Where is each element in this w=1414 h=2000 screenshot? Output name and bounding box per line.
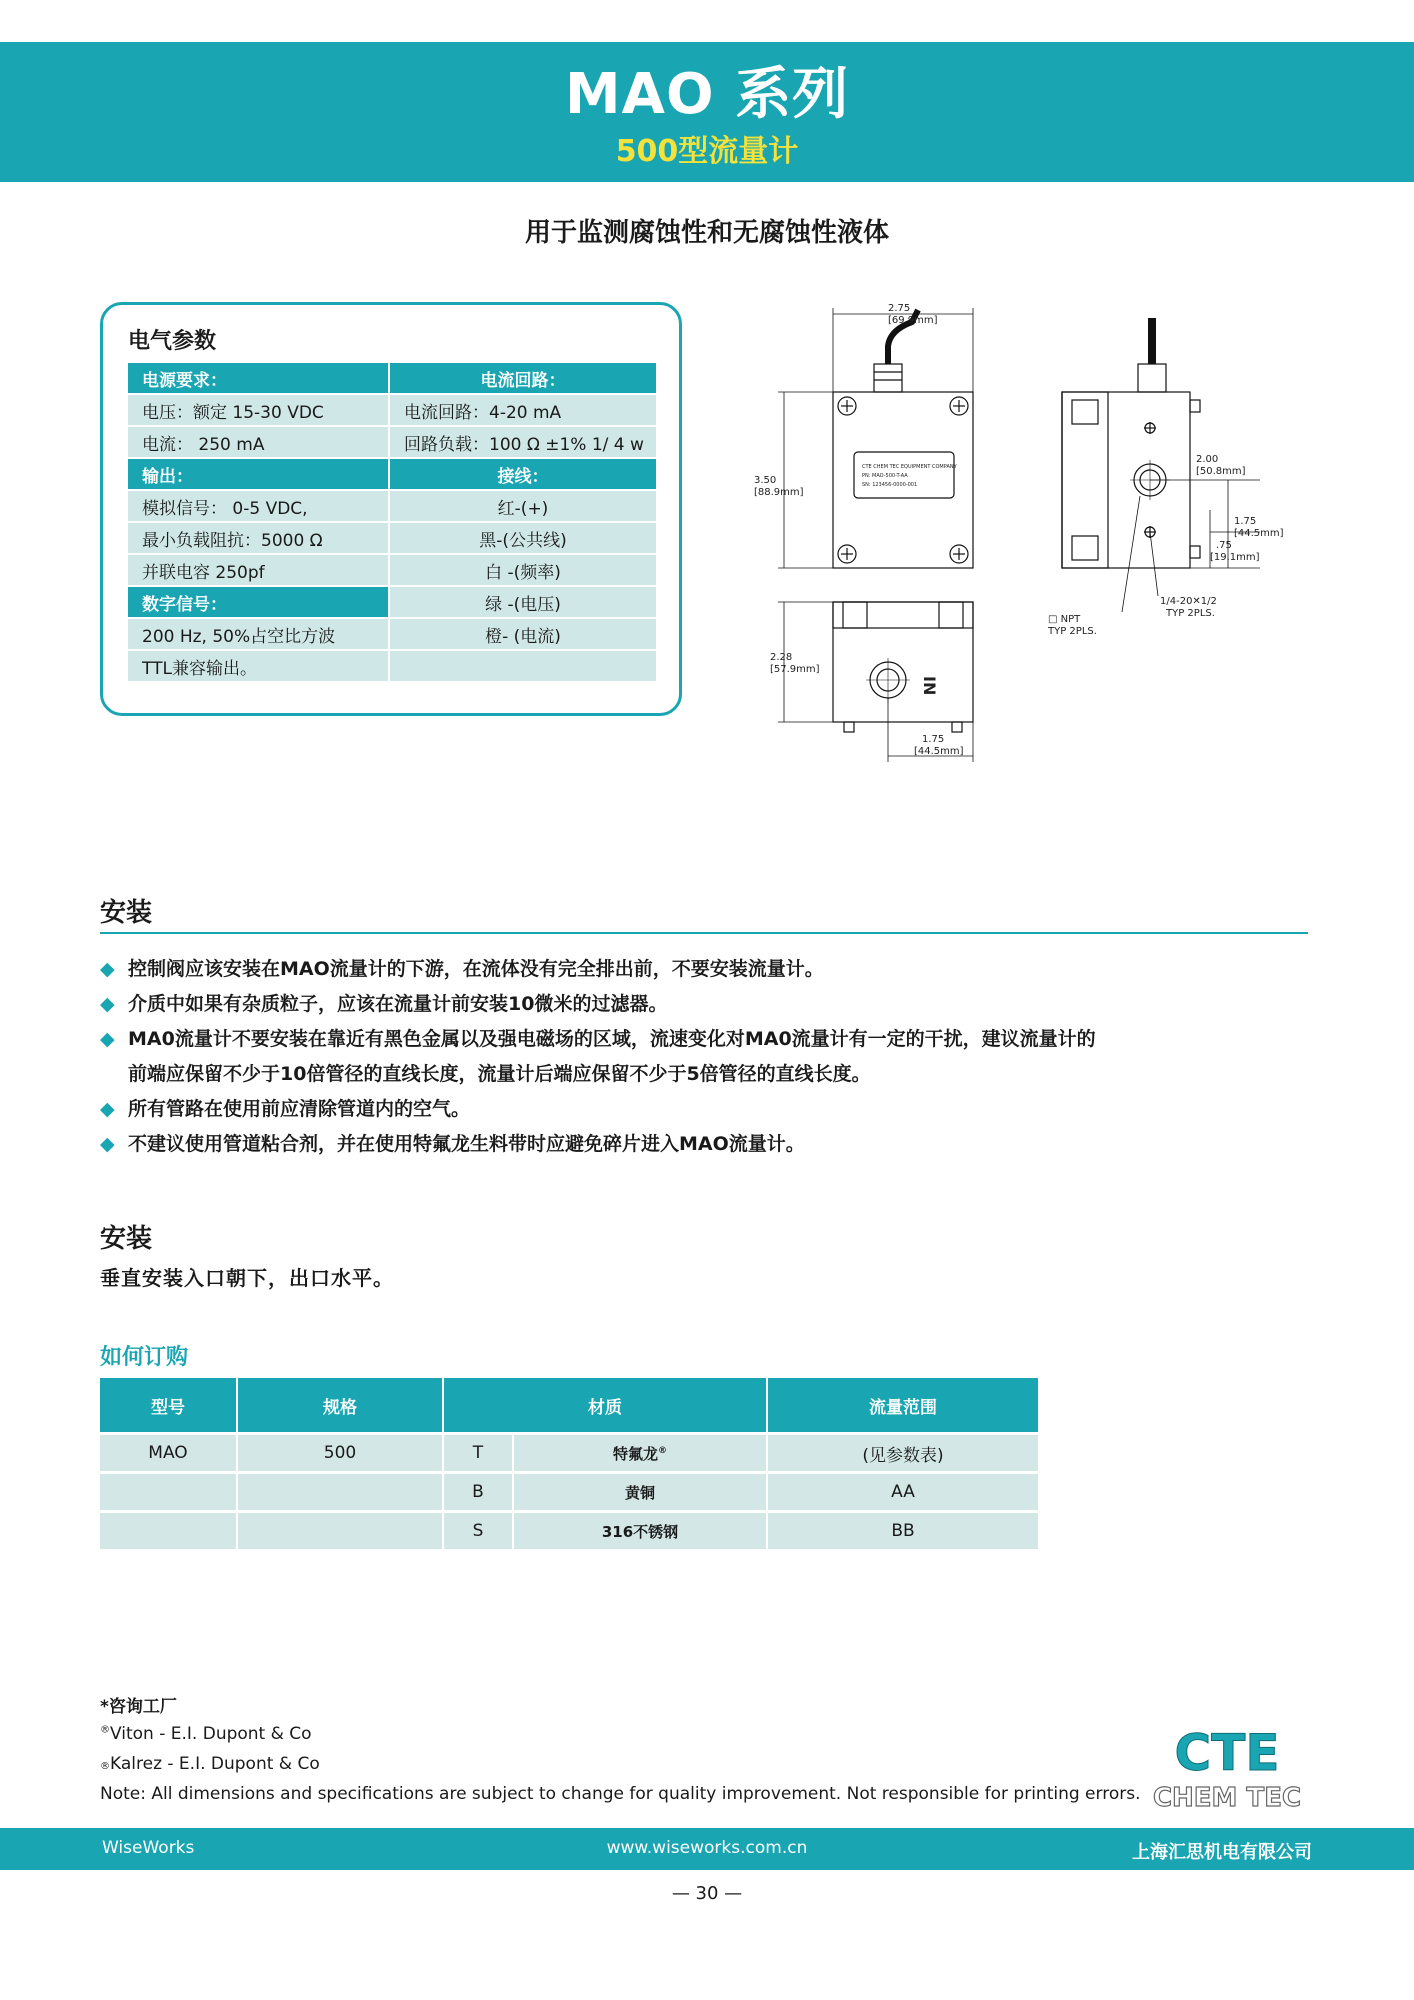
table-row [128, 459, 656, 489]
dim-label: □ NPT [1048, 614, 1081, 625]
table-cell: 数字信号： [128, 587, 388, 617]
footnote-kalrez: ®Kalrez - E.I. Dupont & Co [100, 1754, 320, 1774]
dim-label: [50.8mm] [1196, 466, 1246, 477]
footer-company: 上海汇思机电有限公司 [1132, 1842, 1312, 1863]
list-item: ◆ 不建议使用管道粘合剂，并在使用特氟龙生料带时应避免碎片进入MAO流量计。 [100, 1127, 1320, 1162]
dim-label: [69.9mm] [888, 315, 938, 326]
plate-text: CTE CHEM TEC EQUIPMENT COMPANY [862, 464, 957, 470]
table-row [100, 1434, 1039, 1473]
dim-label: 1/4-20✕1/2 [1160, 596, 1217, 607]
diamond-icon: ◆ [100, 1133, 115, 1155]
dim-label: 2.75 [888, 303, 911, 314]
table-cell: 电流： 250 mA [128, 427, 388, 457]
table-cell: 电压：额定 15-30 VDC [128, 395, 388, 425]
install-list [100, 952, 1320, 1162]
order-title: 如何订购 [100, 1345, 189, 1370]
table-cell: AA [767, 1473, 1039, 1512]
section-divider [100, 932, 1308, 934]
list-item: ◆ MA0流量计不要安装在靠近有黑色金属以及强电磁场的区域，流速变化对MA0流量计有一定的干扰，建议流量计的 前端应保留不少于10倍管径的直线长度，流量计后端应保留不少于5倍管径的直线长度。 [100, 1022, 1320, 1092]
table-row [128, 619, 656, 649]
plate-text: SN: 123456-0000-001 [862, 482, 918, 488]
dim-label: 2.00 [1196, 454, 1219, 465]
diamond-icon: ◆ [100, 1098, 115, 1120]
table-cell: 绿 -(电压) [390, 587, 656, 617]
table-cell [100, 1473, 237, 1512]
dim-label: [44.5mm] [914, 746, 964, 757]
list-item: ◆ 介质中如果有杂质粒子，应该在流量计前安装10微米的过滤器。 [100, 987, 1320, 1022]
table-cell: T [443, 1434, 513, 1473]
dim-label: 1.75 [922, 734, 945, 745]
diamond-icon: ◆ [100, 1028, 115, 1050]
diamond-icon: ◆ [100, 993, 115, 1015]
table-row [128, 427, 656, 457]
table-cell: 200 Hz, 50%占空比方波 [128, 619, 388, 649]
column-header: 流量范围 [767, 1378, 1039, 1434]
table-cell: 特氟龙® [513, 1434, 767, 1473]
table-cell: 黄铜 [513, 1473, 767, 1512]
page-number: — 30 — [671, 1883, 743, 1904]
table-cell [237, 1473, 443, 1512]
dim-label: TYP 2PLS. [1166, 608, 1215, 619]
table-cell: B [443, 1473, 513, 1512]
table-cell: 红-(+) [390, 491, 656, 521]
dim-label: TYP 2PLS. [1048, 626, 1097, 637]
dim-label: 2.28 [770, 652, 793, 663]
table-cell: 316不锈钢 [513, 1512, 767, 1550]
registered-mark: ® [658, 1445, 667, 1456]
table-cell: 输出： [128, 459, 388, 489]
table-cell: MAO [100, 1434, 237, 1473]
dim-label: 3.50 [754, 475, 777, 486]
table-cell: 并联电容 250pf [128, 555, 388, 585]
dim-label: .75 [1216, 540, 1232, 551]
table-row [128, 555, 656, 585]
tagline: 用于监测腐蚀性和无腐蚀性液体 [524, 218, 889, 248]
table-cell: 500 [237, 1434, 443, 1473]
table-cell: 白 -(频率) [390, 555, 656, 585]
plate-text: PN: MAO-500-T-AA [862, 473, 908, 479]
table-cell [390, 651, 656, 681]
table-row [128, 523, 656, 553]
table-cell [100, 1512, 237, 1550]
install-heading-2: 安装 [100, 1224, 153, 1254]
table-row [128, 363, 656, 393]
table-cell: 最小负载阻抗：5000 Ω [128, 523, 388, 553]
footnote-viton: ®Viton - E.I. Dupont & Co [100, 1724, 312, 1744]
table-cell: 黑-(公共线) [390, 523, 656, 553]
table-cell: 电源要求： [128, 363, 388, 393]
table-cell: TTL兼容输出。 [128, 651, 388, 681]
column-header: 规格 [237, 1378, 443, 1434]
cte-logo [1140, 1722, 1315, 1812]
table-cell: 电流回路：4-20 mA [390, 395, 656, 425]
list-item: ◆ 控制阀应该安装在MAO流量计的下游，在流体没有完全排出前，不要安装流量计。 [100, 952, 1320, 987]
column-header: 型号 [100, 1378, 237, 1434]
dim-label: [88.9mm] [754, 487, 804, 498]
table-cell: 接线： [390, 459, 656, 489]
diamond-icon: ◆ [100, 958, 115, 980]
dim-label: [44.5mm] [1234, 528, 1284, 539]
page-title: MAO 系列 [564, 62, 850, 127]
table-cell: 电流回路： [390, 363, 656, 393]
table-row [128, 395, 656, 425]
install-heading: 安装 [100, 898, 153, 928]
table-cell: 橙- (电流) [390, 619, 656, 649]
table-header-row [100, 1378, 1039, 1434]
table-cell: BB [767, 1512, 1039, 1550]
table-cell: S [443, 1512, 513, 1550]
table-row [128, 651, 656, 681]
list-item: ◆ 所有管路在使用前应清除管道内的空气。 [100, 1092, 1320, 1127]
table-cell [237, 1512, 443, 1550]
electrical-title: 电气参数 [128, 329, 217, 354]
footer-url[interactable]: www.wiseworks.com.cn [606, 1838, 808, 1858]
install-text: 垂直安装入口朝下，出口水平。 [100, 1266, 394, 1290]
table-cell: (见参数表) [767, 1434, 1039, 1473]
logo-text: CTE [1174, 1724, 1280, 1782]
dim-label: [57.9mm] [770, 664, 820, 675]
in-mark: IN [920, 676, 939, 696]
table-row [128, 587, 656, 617]
dim-label: 1.75 [1234, 516, 1257, 527]
dim-label: [19.1mm] [1210, 552, 1260, 563]
table-row [100, 1512, 1039, 1550]
dimension-drawing [740, 300, 1300, 770]
table-cell: 模拟信号： 0-5 VDC, [128, 491, 388, 521]
logo-text: CHEM TEC [1152, 1783, 1302, 1812]
column-header: 材质 [443, 1378, 767, 1434]
table-row [100, 1473, 1039, 1512]
footnote-note: Note: All dimensions and specifications are subject to change for quality improvement. Not responsible for printing errors. [100, 1784, 1141, 1804]
order-table [100, 1378, 1040, 1549]
footer-brand: WiseWorks [102, 1838, 195, 1858]
footnote-consult: *咨询工厂 [100, 1697, 177, 1717]
table-row [128, 491, 656, 521]
page-subtitle: 500型流量计 [615, 134, 799, 169]
electrical-table [126, 361, 658, 683]
table-cell: 回路负载：100 Ω ±1% 1/ 4 w [390, 427, 656, 457]
